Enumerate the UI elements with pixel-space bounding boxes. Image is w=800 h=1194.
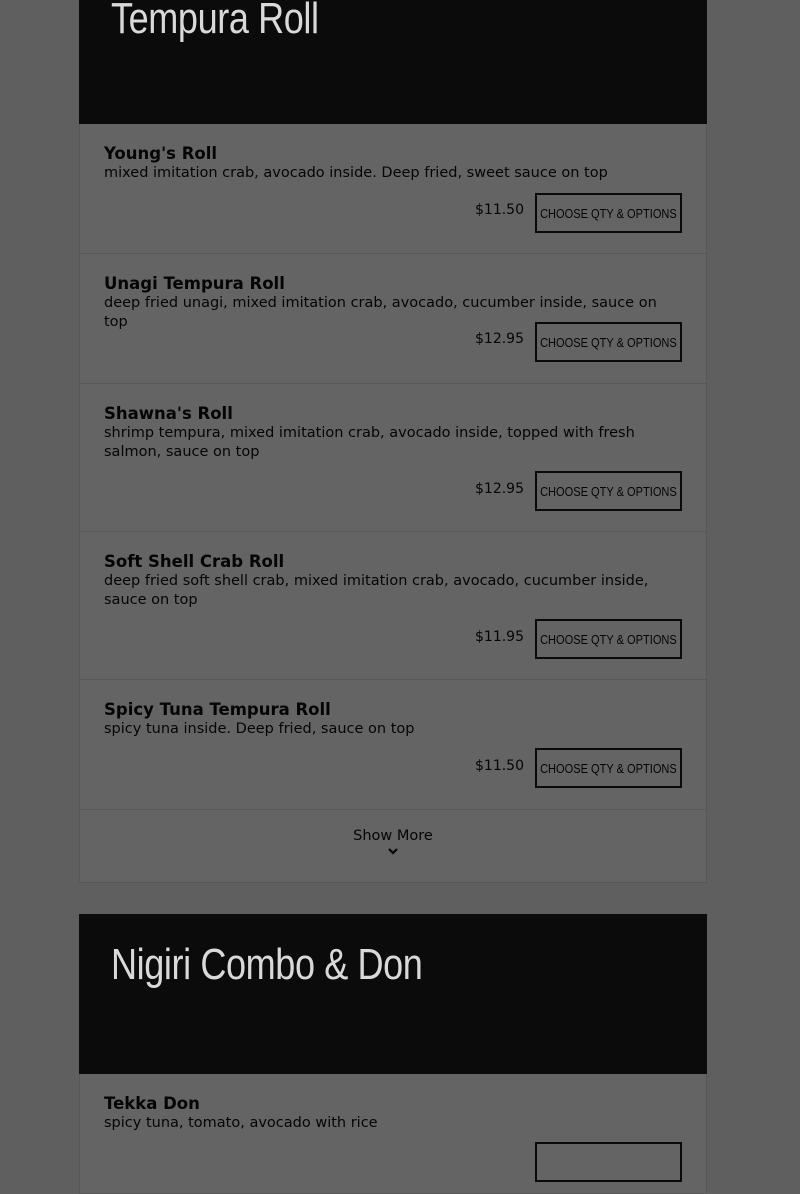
menu-item [80,532,706,680]
item-price: $11.95 [475,629,524,645]
item-name: Young's Roll [104,144,218,163]
item-name: Tekka Don [104,1094,200,1113]
show-more-label: Show More [353,828,433,844]
show-more-button[interactable] [80,810,706,883]
item-price: $12.95 [475,481,524,497]
choose-qty-options-button[interactable]: CHOOSE QTY & OPTIONS [535,322,682,362]
menu-item [80,124,706,254]
item-name: Shawna's Roll [104,404,233,423]
menu-item [80,680,706,810]
item-price: $12.95 [475,331,524,347]
menu-item [80,384,706,532]
section-header [79,914,707,1074]
item-description: mixed imitation crab, avocado inside. Deep fried, sweet sauce on top [104,165,608,181]
section-title: Nigiri Combo & Don [111,940,423,989]
item-name: Spicy Tuna Tempura Roll [104,700,331,719]
menu-section-nigiri-combo-don [79,914,707,1194]
item-description: spicy tuna inside. Deep fried, sauce on top [104,721,415,737]
menu-item-list [79,124,707,883]
choose-qty-options-button[interactable]: CHOOSE QTY & OPTIONS [535,471,682,511]
item-description: deep fried unagi, mixed imitation crab, avocado, cucumber inside, sauce on top [104,295,657,330]
choose-qty-options-button[interactable]: CHOOSE QTY & OPTIONS [535,748,682,788]
item-description: deep fried soft shell crab, mixed imitation crab, avocado, cucumber inside, sauce on top [104,573,649,608]
choose-qty-options-button[interactable]: CHOOSE QTY & OPTIONS [535,619,682,659]
menu-item [80,254,706,384]
item-price: $11.50 [475,202,524,218]
chevron-down-icon [387,846,399,856]
item-name: Unagi Tempura Roll [104,274,285,293]
choose-qty-options-button[interactable]: CHOOSE QTY & OPTIONS [535,193,682,233]
choose-qty-options-button[interactable] [535,1142,682,1182]
menu-item-list [79,1074,707,1194]
item-name: Soft Shell Crab Roll [104,552,285,571]
section-header [79,0,707,124]
item-price: $11.50 [475,758,524,774]
menu-item [80,1074,706,1194]
item-description: spicy tuna, tomato, avocado with rice [104,1115,378,1131]
item-description: shrimp tempura, mixed imitation crab, avocado inside, topped with fresh salmon, sauce on top [104,425,635,460]
menu-section-tempura-roll [79,0,707,883]
section-title: Tempura Roll [111,0,319,43]
